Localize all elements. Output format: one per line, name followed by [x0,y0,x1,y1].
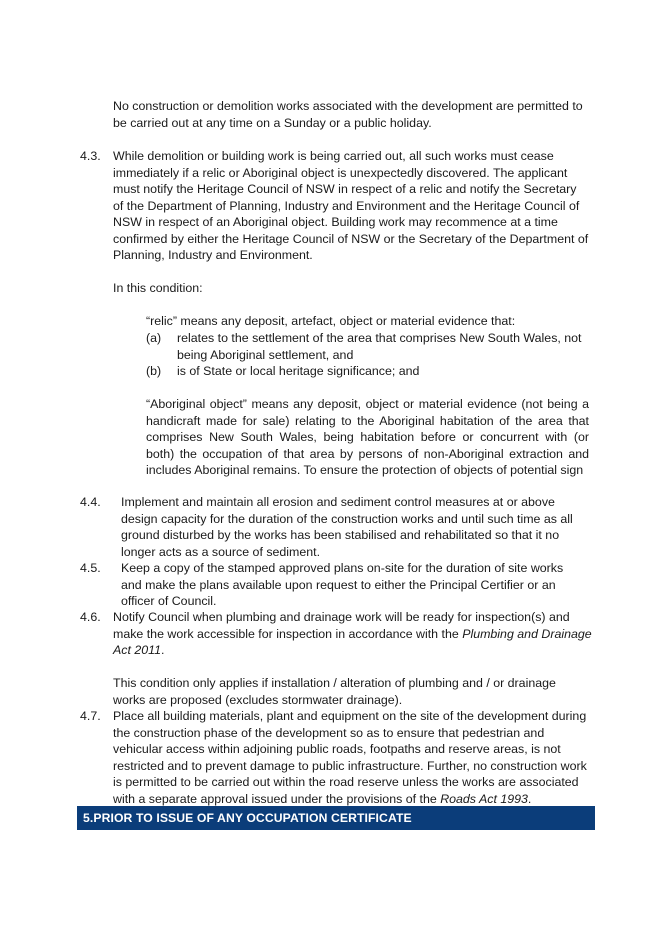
aboriginal-object-definition: “Aboriginal object” means any deposit, object or material evidence (not being a handicraft made for sale) relating to the Aboriginal habitation of the area that comprises New South Wales, being habitation before or concurrent with (or both) the occupation of that area by persons of non-Aboriginal extraction and includes Aboriginal remains. To ensure the protection of objects of potential sign [146,397,589,477]
condition-4-7-text [113,708,595,807]
condition-number-4-3: 4.3. [80,149,101,163]
condition-4-7-end: . [527,791,532,806]
list-label-a: (a) [146,331,162,345]
roads-act-title: Roads Act 1993 [440,791,528,806]
list-label-b: (b) [146,364,162,378]
condition-4-6-body: Notify Council when plumbing and drainage work will be ready for inspection(s) and make the work accessible for inspection in accordance with the [113,610,570,641]
condition-4-5-text: Keep a copy of the stamped approved plans on-site for the duration of site works and make the plans available upon request to either the Principal Certifier or an officer of Council. [121,561,564,608]
condition-4-6-text [113,609,593,659]
condition-4-6-end: . [161,643,165,657]
condition-4-6-note: This condition only applies if installation / alteration of plumbing and / or drainage works are proposed (excludes stormwater drainage). [113,676,556,707]
condition-number-4-5: 4.5. [80,561,101,575]
condition-number-4-4: 4.4. [80,495,101,509]
relic-definition: “relic” means any deposit, artefact, object or material evidence that: [146,314,516,328]
condition-4-7-body: Place all building materials, plant and equipment on the site of the development during the construction phase of the development so as to ensure that pedestrian and vehicular access within adjoining public roads, footpaths and reserve areas, is not restricted and to prevent damage to public infrastructure. Further, no construction work is permitted to be carried out within the road reserve unless the works are associated with a separate approval issued under the provisions of the [113,709,587,806]
section-5-header: 5.PRIOR TO ISSUE OF ANY OCCUPATION CERTIFICATE [77,806,595,830]
condition-4-4-text: Implement and maintain all erosion and sediment control measures at or above design capacity for the duration of the construction works and until such time as all ground disturbed by the works has been stabilised and rehabilitated so that it no longer acts as a source of sediment. [121,495,573,559]
condition-4-3-text: While demolition or building work is being carried out, all such works must cease immediately if a relic or Aboriginal object is unexpectedly discovered. The applicant must notify the Heritage Council of NSW in respect of a relic and notify the Secretary of the Department of Planning, Industry and Environment and the Heritage Council of NSW in respect of an Aboriginal object. Building work may recommence at a time confirmed by either the Heritage Council of NSW or the Secretary of the Department of Planning, Industry and Environment. [113,149,589,262]
in-this-condition-label: In this condition: [113,281,203,295]
condition-number-4-6: 4.6. [80,610,101,624]
list-item-a: relates to the settlement of the area that comprises New South Wales, not being Aboriginal settlement, and [177,331,582,362]
intro-paragraph: No construction or demolition works associated with the development are permitted to be carried out at any time on a Sunday or a public holiday. [113,99,583,130]
plumbing-drainage-act-title: Plumbing and Drainage Act 2011 [113,626,592,657]
list-item-b: is of State or local heritage significance; and [177,364,420,378]
condition-number-4-7: 4.7. [80,709,101,723]
